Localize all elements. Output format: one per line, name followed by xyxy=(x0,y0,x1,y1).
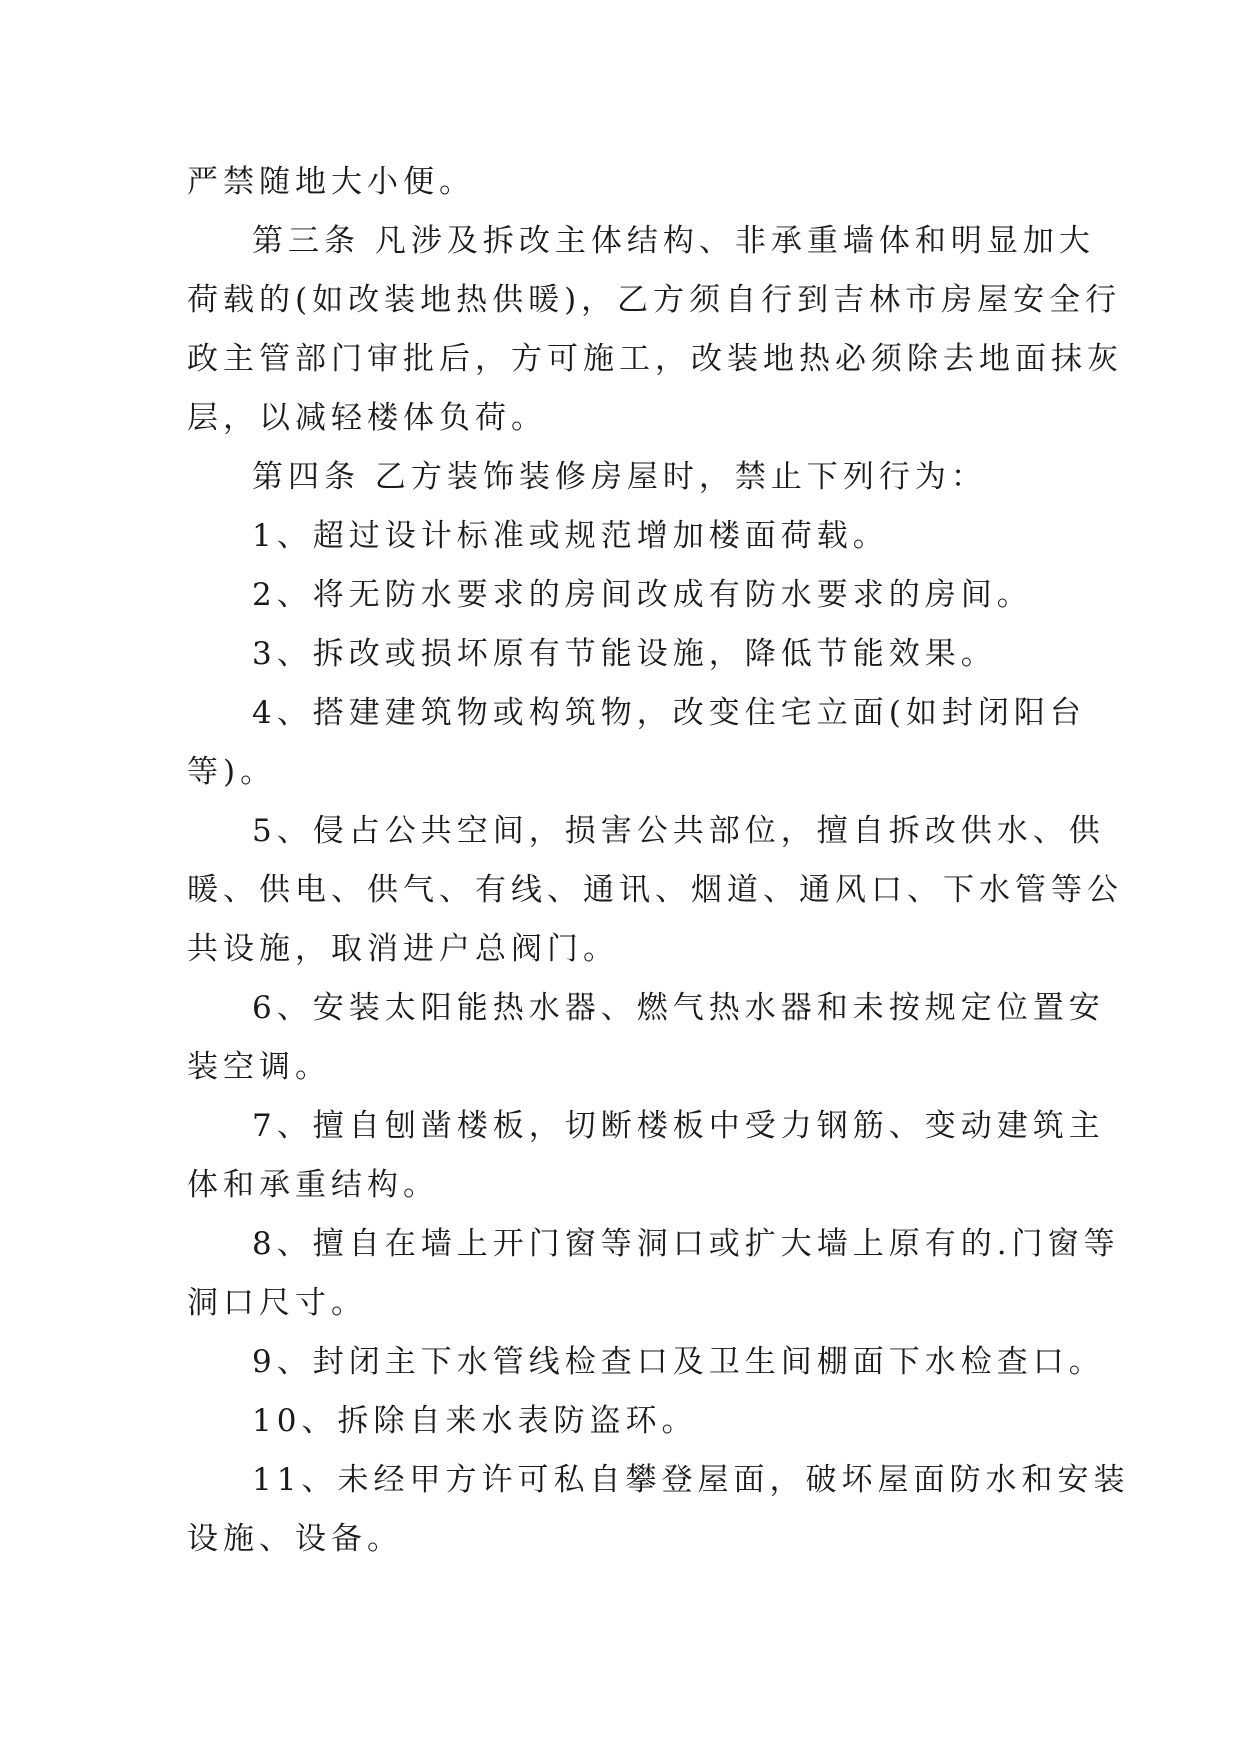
text-line: 9、封闭主下水管线检查口及卫生间棚面下水检查口。 xyxy=(252,1344,1105,1380)
text-line: 1、超过设计标准或规范增加楼面荷载。 xyxy=(252,518,889,554)
text-line: 等)。 xyxy=(187,754,277,790)
text-line: 共设施，取消进户总阀门。 xyxy=(187,931,619,967)
text-line: 设施、设备。 xyxy=(187,1521,403,1557)
text-line: 3、拆改或损坏原有节能设施，降低节能效果。 xyxy=(252,636,997,672)
text-line: 暖、供电、供气、有线、通讯、烟道、通风口、下水管等公 xyxy=(187,872,1123,908)
text-line: 11、未经甲方许可私自攀登屋面，破坏屋面防水和安装 xyxy=(252,1462,1130,1498)
text-line: 8、擅自在墙上开门窗等洞口或扩大墙上原有的.门窗等 xyxy=(252,1226,1120,1262)
text-line: 装空调。 xyxy=(187,1049,331,1085)
text-line: 层，以减轻楼体负荷。 xyxy=(187,400,547,436)
text-line: 政主管部门审批后，方可施工，改装地热必须除去地面抹灰 xyxy=(187,341,1123,377)
text-line: 第三条 凡涉及拆改主体结构、非承重墙体和明显加大 xyxy=(252,223,1095,259)
text-line: 洞口尺寸。 xyxy=(187,1285,367,1321)
text-line: 6、安装太阳能热水器、燃气热水器和未按规定位置安 xyxy=(252,990,1105,1026)
text-line: 体和承重结构。 xyxy=(187,1167,439,1203)
text-line: 7、擅自刨凿楼板，切断楼板中受力钢筋、变动建筑主 xyxy=(252,1108,1105,1144)
text-line: 荷载的(如改装地热供暖)，乙方须自行到吉林市房屋安全行 xyxy=(187,282,1122,318)
text-line: 2、将无防水要求的房间改成有防水要求的房间。 xyxy=(252,577,1033,613)
text-line: 5、侵占公共空间，损害公共部位，擅自拆改供水、供 xyxy=(252,813,1105,849)
text-line: 4、搭建建筑物或构筑物，改变住宅立面(如封闭阳台 xyxy=(252,695,1086,731)
text-line: 第四条 乙方装饰装修房屋时，禁止下列行为： xyxy=(252,459,987,495)
text-line: 10、拆除自来水表防盗环。 xyxy=(252,1403,698,1439)
text-line: 严禁随地大小便。 xyxy=(187,164,475,200)
